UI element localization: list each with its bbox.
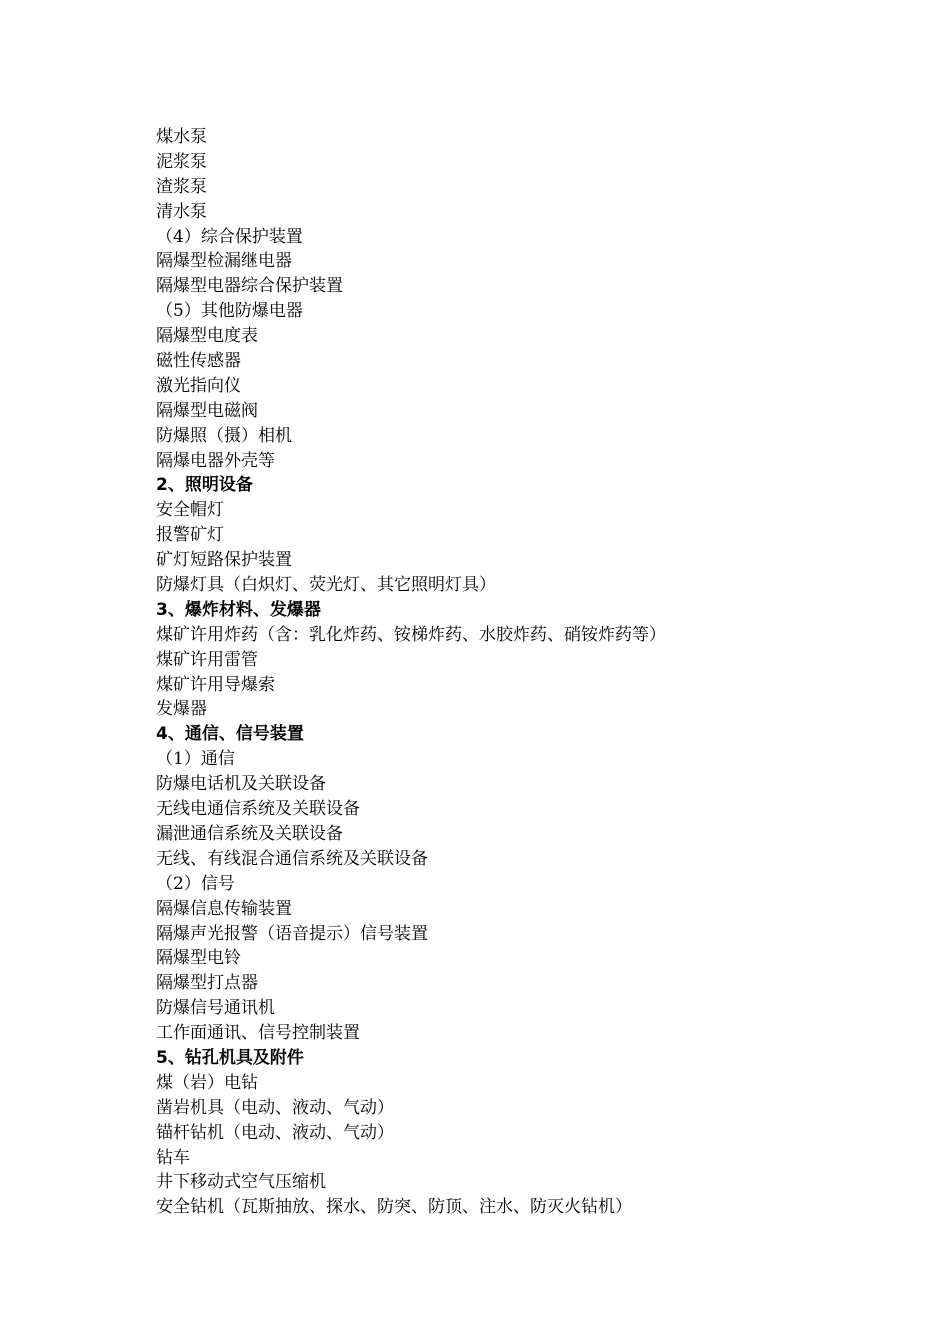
text-line: 防爆电话机及关联设备 bbox=[156, 774, 326, 795]
text-line: 隔爆型电铃 bbox=[156, 948, 241, 969]
text-line: 隔爆信息传输装置 bbox=[156, 898, 292, 919]
text-line: 隔爆型电度表 bbox=[156, 326, 258, 347]
text-line: 隔爆声光报警（语音提示）信号装置 bbox=[156, 923, 428, 944]
text-line: 井下移动式空气压缩机 bbox=[156, 1172, 326, 1193]
text-line: 磁性传感器 bbox=[156, 351, 241, 372]
text-line: （2）信号 bbox=[156, 873, 235, 894]
text-line: 隔爆电器外壳等 bbox=[156, 450, 275, 471]
text-line: 煤（岩）电钻 bbox=[156, 1072, 258, 1093]
text-line: 发爆器 bbox=[156, 699, 207, 720]
text-line: 激光指向仪 bbox=[156, 375, 241, 396]
text-line: 锚杆钻机（电动、液动、气动） bbox=[156, 1122, 394, 1143]
document-body bbox=[156, 125, 856, 1220]
text-line: 安全钻机（瓦斯抽放、探水、防突、防顶、注水、防灭火钻机） bbox=[156, 1197, 632, 1218]
text-line: 无线、有线混合通信系统及关联设备 bbox=[156, 848, 428, 869]
text-line: 报警矿灯 bbox=[156, 525, 224, 546]
text-line: 煤矿许用雷管 bbox=[156, 649, 258, 670]
text-line: 防爆信号通讯机 bbox=[156, 998, 275, 1019]
text-line: （1）通信 bbox=[156, 749, 235, 770]
text-line: 凿岩机具（电动、液动、气动） bbox=[156, 1097, 394, 1118]
text-line: 隔爆型电磁阀 bbox=[156, 400, 258, 421]
section-heading: 2、照明设备 bbox=[156, 475, 253, 496]
text-line: 煤矿许用导爆索 bbox=[156, 674, 275, 695]
text-line: 清水泵 bbox=[156, 201, 207, 222]
text-line: （5）其他防爆电器 bbox=[156, 301, 303, 322]
text-line: 泥浆泵 bbox=[156, 151, 207, 172]
text-line: 煤矿许用炸药（含：乳化炸药、铵梯炸药、水胶炸药、硝铵炸药等） bbox=[156, 624, 666, 645]
text-line: 渣浆泵 bbox=[156, 176, 207, 197]
text-line: 隔爆型电器综合保护装置 bbox=[156, 276, 343, 297]
text-line: 安全帽灯 bbox=[156, 500, 224, 521]
section-heading: 4、通信、信号装置 bbox=[156, 724, 304, 745]
text-line: 防爆照（摄）相机 bbox=[156, 425, 292, 446]
text-line: 无线电通信系统及关联设备 bbox=[156, 799, 360, 820]
section-heading: 3、爆炸材料、发爆器 bbox=[156, 599, 321, 620]
text-line: 防爆灯具（白炽灯、荧光灯、其它照明灯具） bbox=[156, 575, 496, 596]
section-heading: 5、钻孔机具及附件 bbox=[156, 1047, 304, 1068]
text-line: 隔爆型打点器 bbox=[156, 973, 258, 994]
text-line: 矿灯短路保护装置 bbox=[156, 550, 292, 571]
text-line: 工作面通讯、信号控制装置 bbox=[156, 1023, 360, 1044]
text-line: （4）综合保护装置 bbox=[156, 226, 303, 247]
text-line: 隔爆型检漏继电器 bbox=[156, 251, 292, 272]
text-line: 钻车 bbox=[156, 1147, 190, 1168]
text-line: 漏泄通信系统及关联设备 bbox=[156, 823, 343, 844]
text-line: 煤水泵 bbox=[156, 127, 207, 147]
